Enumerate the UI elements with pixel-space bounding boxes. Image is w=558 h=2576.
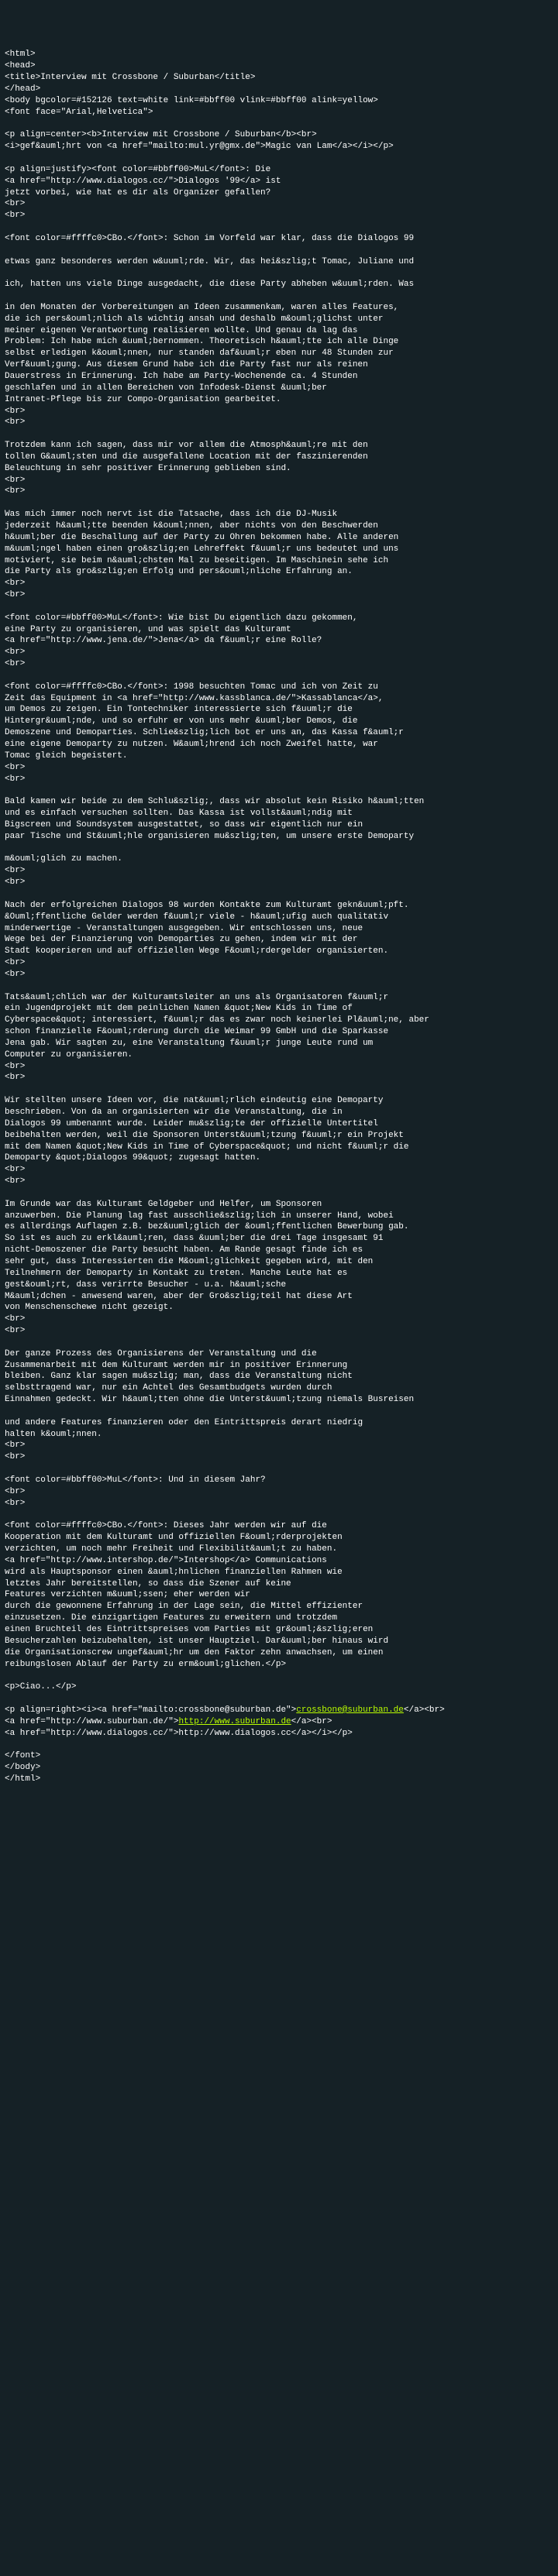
source-line: beschrieben. Von da an organisierten wir die Veranstaltung, die in: [5, 1108, 343, 1117]
source-line: [5, 497, 553, 509]
source-line: <p align=right><i><a href="mailto:crossbone@suburban.de">crossbone@suburban.de</a><br>: [5, 1705, 445, 1715]
source-line: <a href="http://www.dialogos.cc/">http://www.dialogos.cc</a></i></p>: [5, 1728, 353, 1738]
source-line: m&uuml;ngel haben einen gro&szlig;en Lehreffekt f&uuml;r uns bedeutet und uns: [5, 544, 399, 554]
source-line: [5, 1406, 553, 1417]
source-line: selbsttragend war, nur ein Achtel des Gesamtbudgets wurden durch: [5, 1383, 332, 1393]
source-line: geschlafen und in allen Bereichen von Infodesk-Dienst &uuml;ber: [5, 383, 327, 393]
source-line: Intranet-Pflege bis zur Compo-Organisation gearbeitet.: [5, 394, 281, 404]
source-line: [5, 981, 553, 992]
source-line: von Menschenschewe nicht gezeigt.: [5, 1303, 174, 1313]
source-line: <br>: [5, 579, 26, 589]
source-line: <br>: [5, 1073, 26, 1083]
source-line: <body bgcolor=#152126 text=white link=#bbff00 vlink=#bbff00 alink=yellow>: [5, 95, 378, 105]
source-line: Beleuchtung in sehr positiver Erinnerung geblieben sind.: [5, 463, 291, 473]
source-line: [5, 267, 553, 279]
source-line: anzuwerben. Die Planung lag fast ausschlie&szlig;lich in unserer Hand, wobei: [5, 1211, 394, 1221]
source-line: <br>: [5, 1441, 26, 1451]
source-line: &Ouml;ffentliche Gelder werden f&uuml;r viele - h&auml;ufig auch qualitativ: [5, 912, 389, 922]
source-line: gest&ouml;rt, dass verirrte Besucher - u.a. h&auml;sche: [5, 1279, 287, 1290]
source-line: meiner eigenen Verantwortung realisieren wollte. Und genau da lag das: [5, 325, 358, 335]
source-line: <br>: [5, 1326, 26, 1336]
source-line: Jena gab. Wir sagten zu, eine Veranstaltung f&uuml;r junge Leute rund um: [5, 1038, 374, 1048]
source-line: <p align=center><b>Interview mit Crossbone / Suburban</b><br>: [5, 130, 317, 140]
html-source-text: [5, 49, 553, 1784]
source-line: [5, 245, 553, 256]
source-line: </font>: [5, 1751, 41, 1761]
source-line: M&auml;dchen - anwesend waren, aber der Gro&szlig;teil hat diese Art: [5, 1291, 353, 1301]
source-line: Dialogos 99 umbenannt wurde. Leider mu&szlig;te der offizielle Untertitel: [5, 1118, 378, 1128]
source-line: </head>: [5, 84, 41, 94]
source-line: eine Party zu organisieren, und was spielt das Kulturamt: [5, 624, 291, 634]
source-line: verzichten, um noch mehr Freiheit und Flexibilit&auml;t zu haben.: [5, 1544, 338, 1554]
source-line: <br>: [5, 199, 26, 209]
source-line: Trotzdem kann ich sagen, dass mir vor allem die Atmosph&auml;re mit den: [5, 441, 368, 451]
source-line: <font color=#bbff00>MuL</font>: Wie bist Du eigentlich dazu gekommen,: [5, 613, 358, 623]
source-line: <font color=#ffffc0>CBo.</font>: 1998 besuchten Tomac und ich von Zeit zu: [5, 682, 378, 692]
source-line: Zeit das Equipment in <a href="http://www.kassblanca.de/">Kassablanca</a>,: [5, 693, 384, 703]
source-line: <a href="http://www.jena.de/">Jena</a> da f&uuml;r eine Rolle?: [5, 636, 322, 646]
source-line: [5, 785, 553, 796]
source-line: [5, 843, 553, 854]
source-line: Im Grunde war das Kulturamt Geldgeber und Helfer, um Sponsoren: [5, 1199, 322, 1209]
source-line: letztes Jahr bereitstellen, so dass die Szener auf keine: [5, 1578, 291, 1589]
source-line: [5, 1670, 553, 1681]
source-line: <font color=#bbff00>MuL</font>: Und in diesem Jahr?: [5, 1475, 266, 1485]
source-line: <title>Interview mit Crossbone / Suburban</title>: [5, 73, 256, 83]
source-line: jederzeit h&auml;tte beenden k&ouml;nnen, aber nichts von den Beschwerden: [5, 520, 378, 531]
source-line: und andere Features finanzieren oder den Eintrittspreis derart niedrig: [5, 1417, 363, 1427]
source-line: wird als Hauptsponsor einen &auml;hnlichen finanziellen Rahmen wie: [5, 1567, 343, 1577]
source-line: reibungslosen Ablauf der Party zu erm&ouml;glichen.</p>: [5, 1659, 287, 1669]
source-line: mit dem Namen &quot;New Kids in Time of Cyberspace&quot; und nicht f&uuml;r die: [5, 1142, 409, 1152]
source-line: <br>: [5, 1452, 26, 1462]
source-line: Kooperation mit dem Kulturamt und offiziellen F&ouml;rderprojekten: [5, 1533, 343, 1543]
source-line: <a href="http://www.intershop.de/">Intershop</a> Communications: [5, 1555, 327, 1565]
source-line: <br>: [5, 659, 26, 669]
source-line: Computer zu organisieren.: [5, 1049, 133, 1060]
source-line: <font color=#ffffc0>CBo.</font>: Dieses Jahr werden wir auf die: [5, 1521, 327, 1531]
source-line: tollen G&auml;sten und die ausgefallene Location mit der faszinierenden: [5, 452, 368, 462]
source-line: Dauerstress in Erinnerung. Ich habe am Party-Wochenende ca. 4 Stunden: [5, 372, 358, 381]
source-line: jetzt vorbei, wie hat es dir als Organizer gefallen?: [5, 187, 271, 197]
source-line: <br>: [5, 1498, 26, 1508]
source-line: <i>gef&auml;hrt von <a href="mailto:mul.yr@gmx.de">Magic van Lam</a></i></p>: [5, 142, 394, 152]
source-line: <font color=#ffffc0>CBo.</font>: Schon im Vorfeld war klar, dass die Dialogos 99: [5, 233, 415, 243]
source-line: Einnahmen gedeckt. Wir h&auml;tten ohne die Unterst&uuml;tzung niemals Busreisen: [5, 1395, 415, 1405]
source-line: minderwertige - Veranstaltungen ausgegeben. Wir entschlossen uns, neue: [5, 923, 363, 933]
source-line: Was mich immer noch nervt ist die Tatsache, dass ich die DJ-Musik: [5, 510, 338, 520]
source-line: <br>: [5, 1061, 26, 1071]
source-mail-text[interactable]: crossbone@suburban.de: [296, 1705, 404, 1715]
source-line: <br>: [5, 1176, 26, 1187]
source-line: <p align=justify><font color=#bbff00>MuL</font>: Die: [5, 164, 271, 174]
source-line: einen Bruchteil des Eintrittspreises vom Parties mit gr&ouml;&szlig;eren: [5, 1624, 374, 1634]
source-line: m&ouml;glich zu machen.: [5, 854, 122, 864]
source-line: [5, 1510, 553, 1521]
source-line: Nach der erfolgreichen Dialogos 98 wurden Kontakte zum Kulturamt gekn&uuml;pft.: [5, 900, 409, 910]
source-line: [5, 1187, 553, 1199]
source-line: <br>: [5, 1165, 26, 1175]
source-line: einzusetzen. Die einzigartigen Features zu erweitern und trotzdem: [5, 1613, 338, 1623]
source-line: Verf&uuml;gung. Aus diesem Grund habe ich die Party fast nur als reinen: [5, 360, 368, 370]
source-line: <font face="Arial,Helvetica">: [5, 107, 153, 117]
source-line: ich, hatten uns viele Dinge ausgedacht, die diese Party abheben w&uuml;rden. Was: [5, 280, 415, 290]
source-line: bleiben. Ganz klar sagen mu&szlig; man, dass die Veranstaltung nicht: [5, 1372, 353, 1382]
source-line: selbst erledigen k&ouml;nnen, nur standen daf&uuml;r eben nur 48 Stunden zur: [5, 349, 394, 359]
source-line: <br>: [5, 969, 26, 979]
source-line: <p>Ciao...</p>: [5, 1682, 77, 1692]
source-line: <br>: [5, 406, 26, 416]
source-line: paar Tische und St&uuml;hle organisieren mu&szlig;ten, um unsere erste Demoparty: [5, 831, 415, 841]
source-line: [5, 290, 553, 302]
source-line: [5, 670, 553, 682]
source-line: etwas ganz besonderes werden w&uuml;rde. Wir, das hei&szlig;t Tomac, Juliane und: [5, 256, 415, 266]
source-line: <br>: [5, 647, 26, 658]
source-line: halten k&ouml;nnen.: [5, 1429, 102, 1439]
source-line: h&uuml;ber die Beschallung auf der Party zu Ohren bekommen habe. Alle anderen: [5, 532, 399, 542]
source-line: Demoparty &quot;Dialogos 99&quot; zugesagt hatten.: [5, 1153, 261, 1163]
source-line: <br>: [5, 417, 26, 428]
source-line: motiviert, sie beim n&auml;chsten Mal zu beseitigen. Im Maschinein sehe ich: [5, 555, 389, 565]
source-line: die Organisationscrew ungef&auml;hr um den Faktor zehn anwachsen, um einen: [5, 1647, 384, 1657]
source-line: [5, 1463, 553, 1475]
source-line: <br>: [5, 590, 26, 600]
source-line: <br>: [5, 878, 26, 888]
source-line: <br>: [5, 762, 26, 772]
source-line: <html>: [5, 50, 36, 60]
source-line: in den Monaten der Vorbereitungen an Ideen zusammenkam, waren alles Features,: [5, 302, 399, 312]
source-line: Cyberspace&quot; interessiert, f&uuml;r das es zwar noch keinerlei Pl&auml;ne, aber: [5, 1015, 429, 1025]
source-line: Wege bei der Finanzierung von Demoparties zu gehen, indem wir mit der: [5, 935, 358, 945]
source-line: es allerdings Auflagen z.B. bez&uuml;glich der &ouml;ffentlichen Bewerbung gab.: [5, 1222, 409, 1232]
source-line: <br>: [5, 958, 26, 968]
source-line: eine eigene Demoparty zu nutzen. W&auml;hrend ich noch Zweifel hatte, war: [5, 740, 378, 749]
source-line: [5, 222, 553, 233]
source-line: [5, 1084, 553, 1095]
source-line: [5, 888, 553, 900]
source-line: <a href="http://www.dialogos.cc/">Dialogos '99</a> ist: [5, 176, 281, 186]
source-line: </html>: [5, 1774, 41, 1784]
source-line: Bald kamen wir beide zu dem Schlu&szlig;, dass wir absolut kein Risiko h&auml;tten: [5, 797, 425, 807]
source-line: [5, 118, 553, 129]
source-line: [5, 1693, 553, 1705]
source-line: [5, 428, 553, 440]
source-line: ein Jugendprojekt mit dem peinlichen Namen &quot;New Kids in Time of: [5, 1004, 353, 1014]
source-line: [5, 601, 553, 613]
source-line: Der ganze Prozess des Organisierens der Veranstaltung und die: [5, 1348, 317, 1358]
source-line: nicht-Demoszener die Party besucht haben. Am Rande gesagt finde ich es: [5, 1245, 363, 1255]
source-line: und es einfach versuchen sollten. Das Kassa ist vollst&auml;ndig mit: [5, 809, 353, 819]
source-line: Hintergr&uuml;nde, und so erfuhr er von uns mehr &uuml;ber Demos, die: [5, 716, 358, 726]
source-line: [5, 1739, 553, 1750]
source-line: Wir stellten unsere Ideen vor, die nat&uuml;rlich eindeutig eine Demoparty: [5, 1096, 384, 1106]
source-line: Tomac gleich begeistert.: [5, 750, 128, 761]
source-line: durch die gewonnene Erfahrung in der Lage sein, die Mittel effizienter: [5, 1602, 363, 1612]
source-line: <br>: [5, 486, 26, 496]
source-line: Besucherzahlen beizubehalten, ist unser Hauptziel. Dar&uuml;ber hinaus wird: [5, 1636, 389, 1646]
source-line: um Demos zu zeigen. Ein Tontechniker interessierte sich f&uuml;r die: [5, 705, 353, 715]
source-line: Demoszene und Demoparties. Schlie&szlig;lich bot er uns an, das Kassa f&auml;r: [5, 728, 404, 738]
source-line: Problem: Ich habe mich &uuml;bernommen. Theoretisch h&auml;tte ich alle Dinge: [5, 337, 399, 347]
source-line: [5, 153, 553, 164]
source-line: <br>: [5, 774, 26, 784]
source-line: Teilnehmern der Demoparty in Kontakt zu treten. Manche Leute hat es: [5, 1268, 348, 1278]
source-link-text[interactable]: http://www.suburban.de: [178, 1716, 291, 1726]
source-line: Tats&auml;chlich war der Kulturamtsleiter an uns als Organisatoren f&uuml;r: [5, 992, 389, 1002]
source-line: Zusammenarbeit mit dem Kulturamt werden mir in positiver Erinnerung: [5, 1360, 348, 1370]
source-line: schon finanzielle F&ouml;rderung durch die Weimar 99 GmbH und die Sparkasse: [5, 1027, 389, 1037]
source-line: <br>: [5, 475, 26, 485]
source-line: <br>: [5, 1314, 26, 1324]
source-line: Features verzichten m&uuml;ssen; eher werden wir: [5, 1590, 250, 1600]
source-line: [5, 1337, 553, 1348]
source-line: <head>: [5, 61, 36, 71]
source-line: <br>: [5, 211, 26, 221]
source-line: <a href="http://www.suburban.de/">http://www.suburban.de</a><br>: [5, 1716, 332, 1726]
source-line: </body>: [5, 1763, 41, 1773]
source-line: die ich pers&ouml;nlich als wichtig ansah und deshalb m&ouml;glichst unter: [5, 314, 384, 324]
source-line: beibehalten werden, weil die Sponsoren Unterst&uuml;tzung f&uuml;r ein Projekt: [5, 1130, 404, 1140]
source-line: Stadt kooperieren und auf offiziellen Wege F&ouml;rdergelder organisierten.: [5, 946, 389, 957]
source-line: sehr gut, dass Interessierten die M&ouml;glichkeit gegeben wird, mit den: [5, 1256, 374, 1266]
source-line: <br>: [5, 866, 26, 876]
source-line: Bigscreen und Soundsystem ausgestattet, so dass wir eigentlich nur ein: [5, 819, 363, 829]
source-line: die Party als gro&szlig;en Erfolg und pers&ouml;nliche Erfahrung an.: [5, 567, 353, 577]
source-line: <br>: [5, 1486, 26, 1496]
source-line: So ist es auch zu erkl&auml;ren, dass &uuml;ber die drei Tage insgesamt 91: [5, 1234, 384, 1244]
